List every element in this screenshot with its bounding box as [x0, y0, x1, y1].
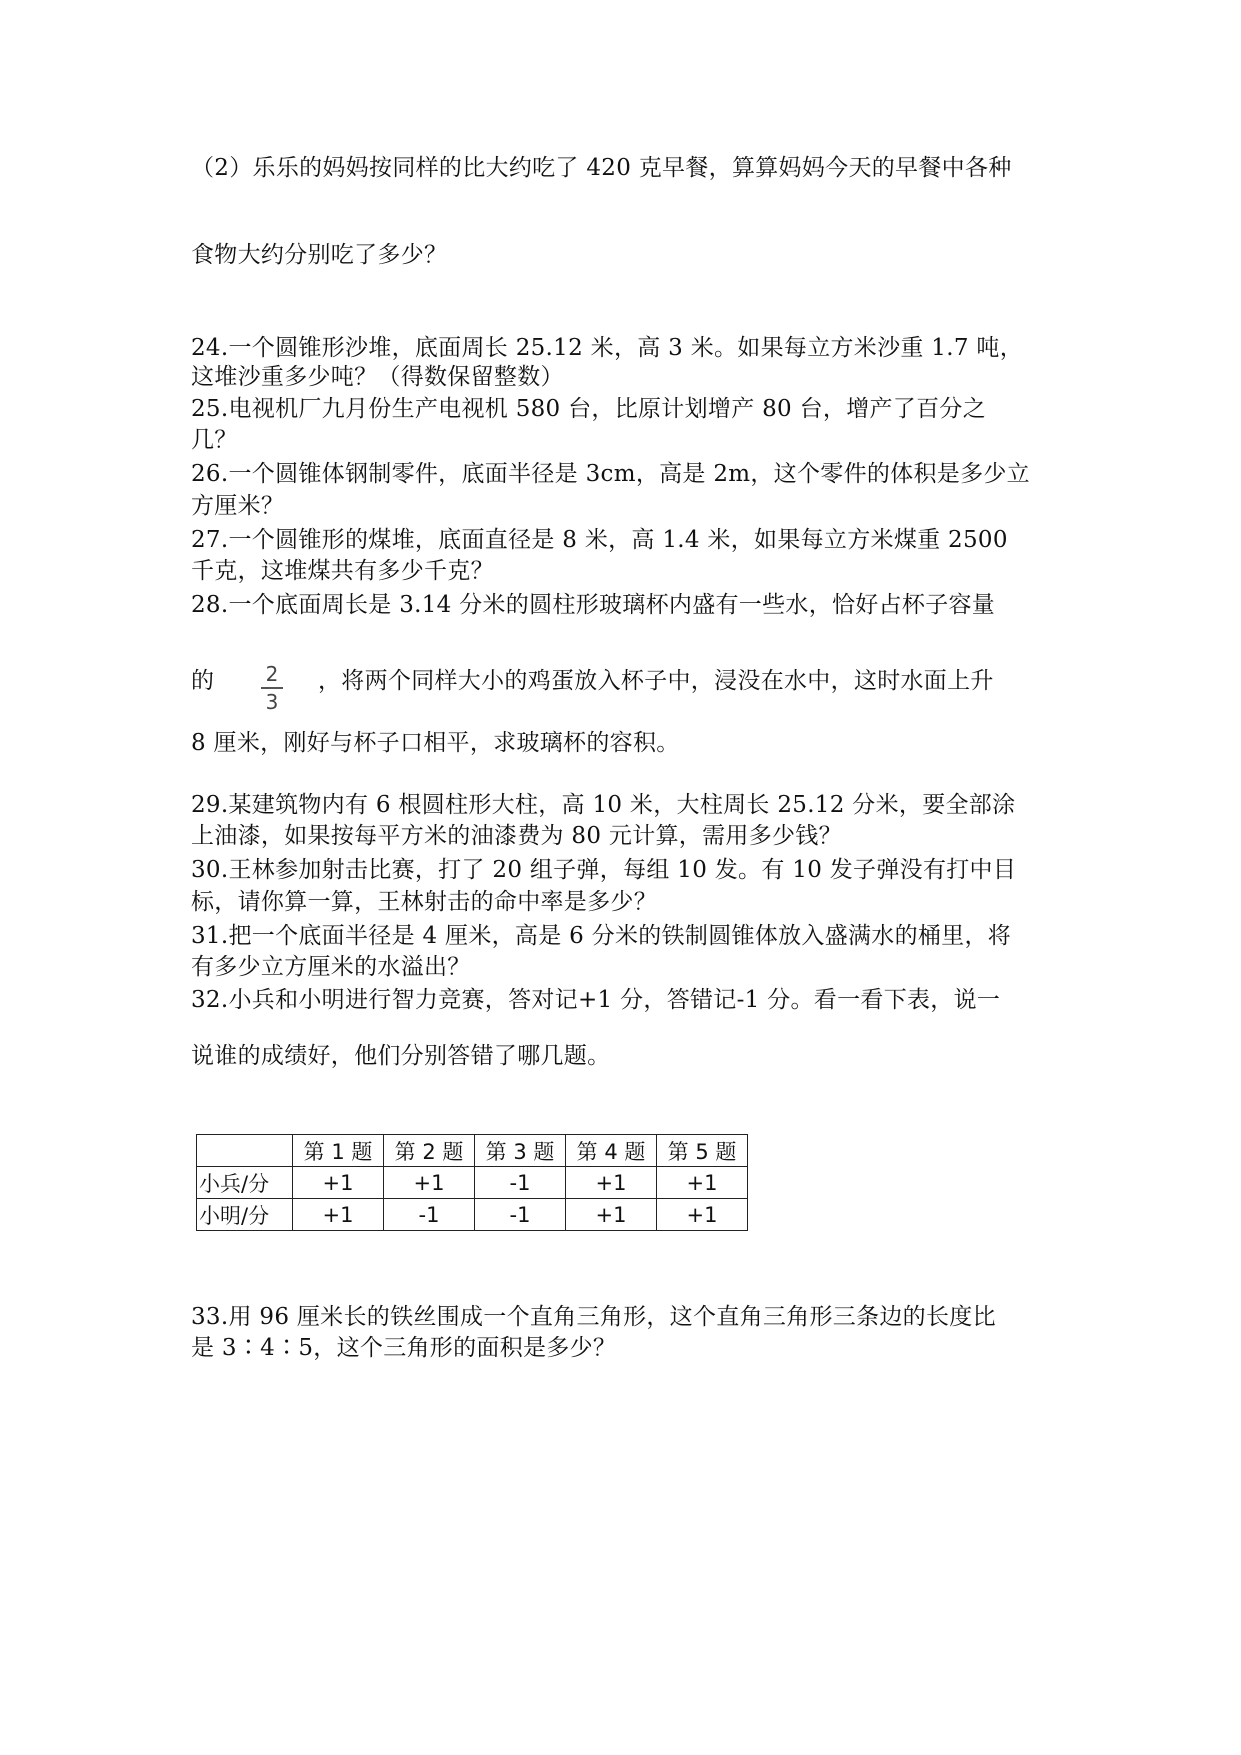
text-line: 食物大约分别吃了多少？	[191, 242, 448, 268]
text-line: 千克，这堆煤共有多少千克？	[191, 558, 494, 584]
text-line: 上油漆，如果按每平方米的油漆费为 80 元计算，需用多少钱？	[191, 823, 842, 849]
text-line: 有多少立方厘米的水溢出？	[191, 954, 471, 980]
table-header-cell: 第 5 题	[657, 1135, 748, 1167]
text-line: 几？	[191, 427, 238, 453]
table-cell: -1	[384, 1199, 475, 1231]
table-header-cell: 第 4 题	[566, 1135, 657, 1167]
text-line: （2）乐乐的妈妈按同样的比大约吃了 420 克早餐，算算妈妈今天的早餐中各种	[191, 155, 1012, 181]
table-cell: +1	[384, 1167, 475, 1199]
fraction	[261, 662, 283, 714]
table-cell: -1	[475, 1167, 566, 1199]
question-32: 32.小兵和小明进行智力竞赛，答对记+1 分，答错记-1 分。看一看下表，说一	[191, 987, 1001, 1013]
question-29: 29.某建筑物内有 6 根圆柱形大柱，高 10 米，大柱周长 25.12 分米，要全部涂	[191, 792, 1016, 818]
text-line: ，将两个同样大小的鸡蛋放入杯子中，浸没在水中，这时水面上升	[318, 668, 994, 694]
table-cell: +1	[566, 1167, 657, 1199]
fraction-numerator: 2	[265, 662, 279, 686]
table-cell: +1	[293, 1199, 384, 1231]
table-row	[197, 1167, 748, 1199]
table-row-label: 小兵/分	[197, 1167, 293, 1199]
score-table	[196, 1134, 748, 1231]
table-cell: +1	[657, 1199, 748, 1231]
fraction-bar	[261, 687, 283, 689]
text-line: 8 厘米，刚好与杯子口相平，求玻璃杯的容积。	[191, 730, 680, 756]
question-30: 30.王林参加射击比赛，打了 20 组子弹，每组 10 发。有 10 发子弹没有打中目	[191, 857, 1017, 883]
table-cell: +1	[566, 1199, 657, 1231]
text-line: 这堆沙重多少吨？（得数保留整数）	[191, 364, 564, 390]
question-31: 31.把一个底面半径是 4 厘米，高是 6 分米的铁制圆锥体放入盛满水的桶里，将	[191, 923, 1012, 949]
question-27: 27.一个圆锥形的煤堆，底面直径是 8 米，高 1.4 米，如果每立方米煤重 2500	[191, 527, 1008, 553]
text-line: 标，请你算一算，王林射击的命中率是多少？	[191, 889, 657, 915]
text-line: 是 3∶4∶5，这个三角形的面积是多少？	[191, 1335, 617, 1361]
question-26: 26.一个圆锥体钢制零件，底面半径是 3cm，高是 2m，这个零件的体积是多少立	[191, 461, 1030, 487]
table-corner-cell	[197, 1135, 293, 1167]
question-24: 24.一个圆锥形沙堆，底面周长 25.12 米，高 3 米。如果每立方米沙重 1.7 吨，	[191, 335, 1023, 361]
table-row-label: 小明/分	[197, 1199, 293, 1231]
fraction-denominator: 3	[265, 689, 279, 714]
table-row	[197, 1199, 748, 1231]
text-line: 的	[191, 668, 215, 694]
question-28: 28.一个底面周长是 3.14 分米的圆柱形玻璃杯内盛有一些水，恰好占杯子容量	[191, 592, 996, 618]
question-25: 25.电视机厂九月份生产电视机 580 台，比原计划增产 80 台，增产了百分之	[191, 396, 986, 422]
table-header-cell: 第 2 题	[384, 1135, 475, 1167]
question-33: 33.用 96 厘米长的铁丝围成一个直角三角形，这个直角三角形三条边的长度比	[191, 1304, 996, 1330]
text-line: 说谁的成绩好，他们分别答错了哪几题。	[191, 1043, 611, 1069]
table-cell: -1	[475, 1199, 566, 1231]
table-header-cell: 第 1 题	[293, 1135, 384, 1167]
table-header-row	[197, 1135, 748, 1167]
table-cell: +1	[293, 1167, 384, 1199]
table-header-cell: 第 3 题	[475, 1135, 566, 1167]
text-line: 方厘米？	[191, 493, 285, 519]
table-cell: +1	[657, 1167, 748, 1199]
